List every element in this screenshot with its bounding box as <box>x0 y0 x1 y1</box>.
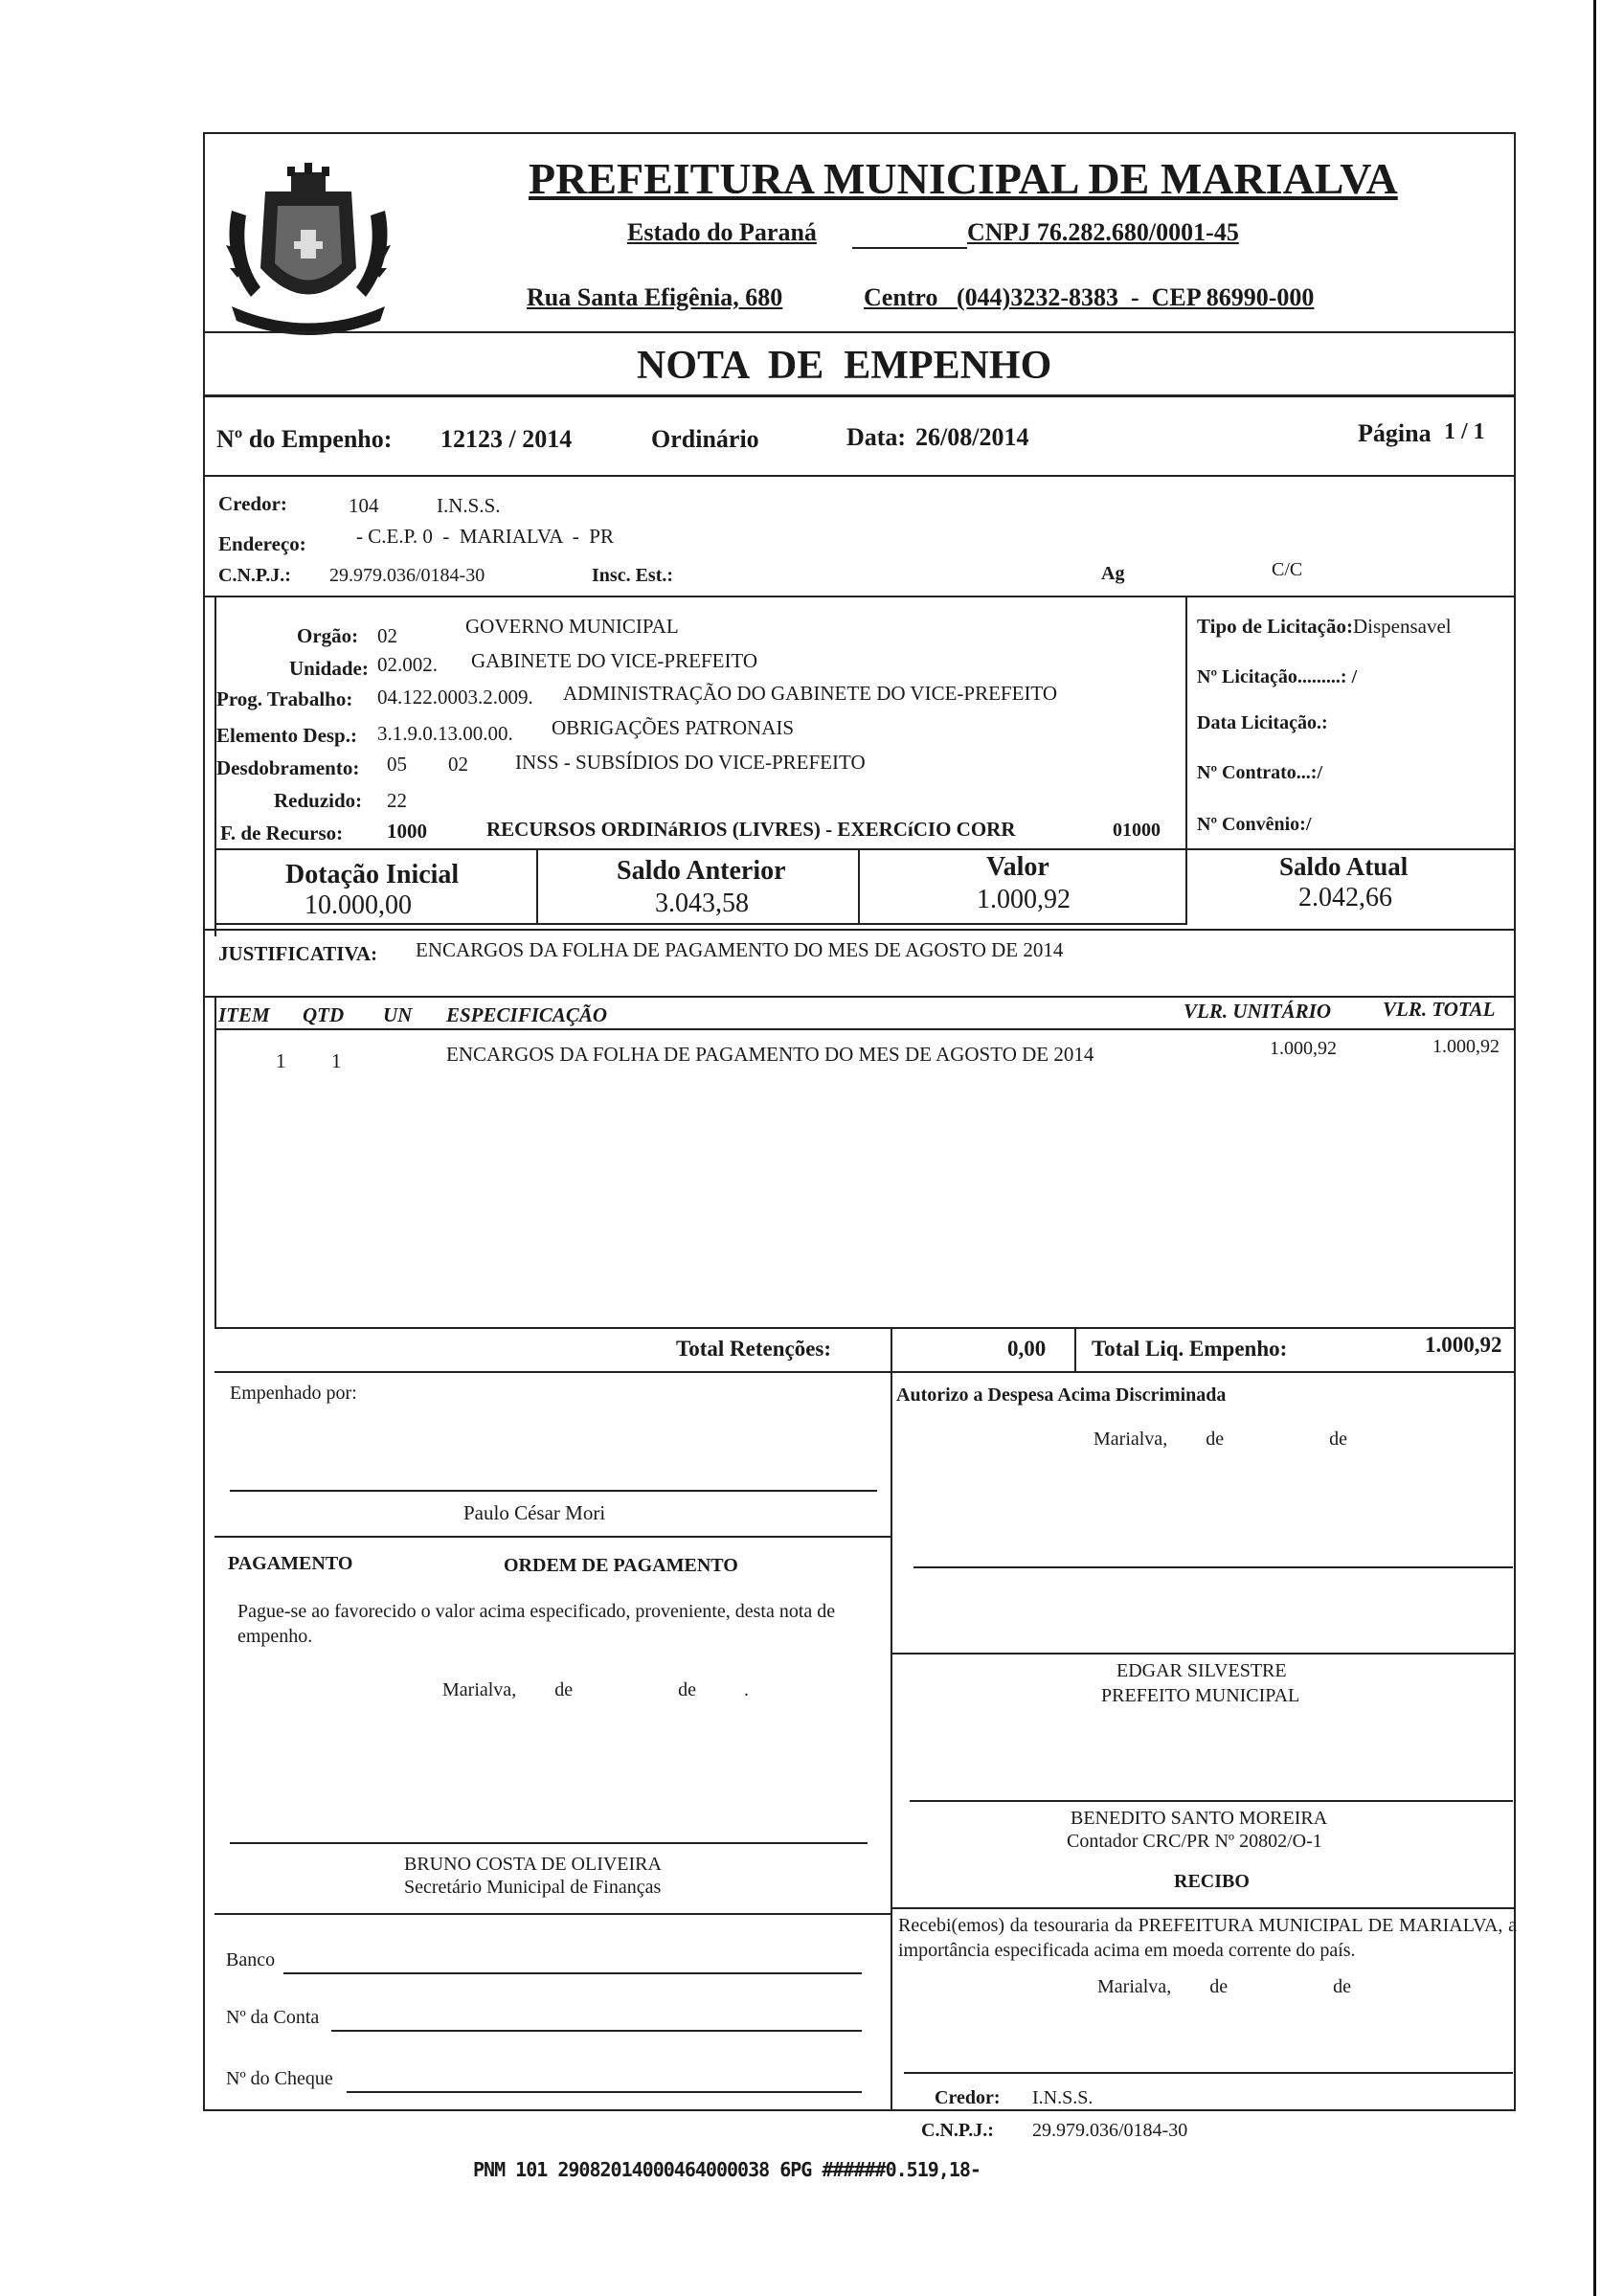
prog-trabalho-name: ADMINISTRAÇÃO DO GABINETE DO VICE-PREFEITO <box>563 682 1058 705</box>
num-contrato: Nº Contrato...:/ <box>1197 762 1323 783</box>
divider-7 <box>203 996 1516 998</box>
cheque-field-line <box>347 2091 862 2093</box>
contador-role: Contador CRC/PR Nº 20802/O-1 <box>1067 1831 1322 1852</box>
dotacao-inicial-value: 10.000,00 <box>304 890 412 920</box>
right-divider-prefeito <box>891 1653 1516 1654</box>
saldo-atual-label: Saldo Atual <box>1279 852 1409 881</box>
reduzido-label: Reduzido: <box>274 789 363 812</box>
saldo-anterior-label: Saldo Anterior <box>617 856 786 886</box>
ordem-pagamento-label: ORDEM DE PAGAMENTO <box>504 1555 738 1576</box>
recibo-text: Recebi(emos) da tesouraria da PREFEITURA MUNICIPAL DE MARIALVA, a importância especificada acima em moeda corrente do país. <box>898 1915 1517 1961</box>
cnpj-value: 29.979.036/0184-30 <box>329 565 485 586</box>
tipo-licitacao-value: Dispensavel <box>1352 615 1452 638</box>
divider-3 <box>203 475 1516 477</box>
ag-label: Ag <box>1101 563 1125 584</box>
justificativa-label: JUSTIFICATIVA: <box>218 942 378 965</box>
tipo-licitacao <box>1197 615 1452 639</box>
page-label: Página <box>1358 419 1432 447</box>
secretario-role: Secretário Municipal de Finanças <box>404 1877 662 1898</box>
total-retencoes-label: Total Retenções: <box>676 1337 832 1361</box>
credor-signature-line <box>904 2072 1513 2074</box>
autorizo-label: Autorizo a Despesa Acima Discriminada <box>896 1384 1227 1406</box>
right-divider-recibo <box>891 1907 1516 1909</box>
left-divider-pagamento <box>214 1536 891 1538</box>
fonte-recurso-code: 1000 <box>387 820 427 843</box>
state-cnpj-underline <box>852 247 967 249</box>
fonte-recurso-num: 01000 <box>1113 820 1161 841</box>
autorizo-signature-line <box>913 1566 1513 1568</box>
divider-5 <box>214 848 1516 850</box>
item-row-unit: 1.000,92 <box>1270 1038 1337 1059</box>
items-header-item: ITEM <box>218 1003 270 1026</box>
items-header-unit: VLR. UNITÁRIO <box>1184 1000 1332 1023</box>
credor-code: 104 <box>349 494 379 517</box>
items-header-total: VLR. TOTAL <box>1383 998 1496 1021</box>
saldo-sep-3 <box>1185 848 1187 925</box>
endereco-value: - C.E.P. 0 - MARIALVA - PR <box>356 525 614 548</box>
recibo-date: Marialva, de de <box>1097 1976 1351 1997</box>
empenhado-name: Paulo César Mori <box>463 1501 606 1524</box>
cc-label: C/C <box>1272 559 1303 580</box>
date-label: Data: <box>846 423 907 451</box>
contador-signature-line <box>910 1800 1513 1802</box>
document-title: NOTA DE EMPENHO <box>637 344 1052 388</box>
signature-column-divider <box>891 1371 892 2111</box>
divider-6 <box>203 929 1516 931</box>
item-row-qtd: 1 <box>331 1049 342 1072</box>
saldo-sep-2 <box>858 848 860 925</box>
prefeito-role: PREFEITO MUNICIPAL <box>1101 1685 1300 1706</box>
unidade-code: 02.002. <box>377 653 438 676</box>
banco-label: Banco <box>226 1949 276 1970</box>
recibo-cnpj-value: 29.979.036/0184-30 <box>1032 2120 1188 2141</box>
totals-sep-2 <box>1074 1327 1076 1373</box>
saldo-atual-value: 2.042,66 <box>1298 883 1392 912</box>
fonte-recurso-label: F. de Recurso: <box>220 822 344 844</box>
divider-4 <box>203 596 1516 597</box>
total-liq-value: 1.000,92 <box>1425 1333 1502 1357</box>
footer-authentication-code: PNM 101 29082014000464000038 6PG ######0.519,18- <box>473 2158 981 2181</box>
items-header-qtd: QTD <box>303 1003 345 1026</box>
street-address: Rua Santa Efigênia, 680 <box>527 283 783 311</box>
divider-1 <box>203 331 1516 333</box>
tipo-licitacao-label: Tipo de Licitação: <box>1197 615 1353 638</box>
saldo-anterior-value: 3.043,58 <box>655 889 749 918</box>
reduzido-value: 22 <box>387 789 407 812</box>
elemento-name: OBRIGAÇÕES PATRONAIS <box>552 716 795 739</box>
prog-trabalho-label: Prog. Trabalho: <box>216 687 353 710</box>
left-divider-banco <box>214 1913 891 1915</box>
banco-field-line <box>283 1972 862 1974</box>
divider-2 <box>203 394 1516 397</box>
item-row-total: 1.000,92 <box>1432 1036 1500 1057</box>
contador-name: BENEDITO SANTO MOREIRA <box>1071 1808 1328 1829</box>
prefeito-name: EDGAR SILVESTRE <box>1116 1660 1287 1681</box>
recibo-credor-value: I.N.S.S. <box>1032 2087 1094 2108</box>
cheque-label: Nº do Cheque <box>226 2068 333 2089</box>
ordem-date: Marialva, de de . <box>442 1679 749 1700</box>
num-convenio: Nº Convênio:/ <box>1197 814 1312 835</box>
secretario-signature-line <box>230 1842 868 1844</box>
conta-label: Nº da Conta <box>226 2007 320 2028</box>
conta-field-line <box>331 2030 862 2032</box>
pagamento-label: PAGAMENTO <box>228 1553 353 1574</box>
insc-est-label: Insc. Est.: <box>592 565 674 586</box>
data-licitacao: Data Licitação.: <box>1197 712 1328 733</box>
elemento-code: 3.1.9.0.13.00.00. <box>377 722 513 745</box>
saldo-bottom <box>214 923 1185 925</box>
municipality-title: PREFEITURA MUNICIPAL DE MARIALVA <box>529 154 1398 203</box>
desdobramento-code-1: 05 <box>387 753 407 776</box>
date-value: 26/08/2014 <box>915 423 1029 451</box>
justificativa-value: ENCARGOS DA FOLHA DE PAGAMENTO DO MES DE AGOSTO DE 2014 <box>416 938 1064 961</box>
orgao-code: 02 <box>377 624 397 647</box>
right-edge-mark <box>1593 0 1596 2296</box>
valor-label: Valor <box>986 852 1049 882</box>
cnpj-label: C.N.P.J.: <box>218 565 291 586</box>
prog-trabalho-code: 04.122.0003.2.009. <box>377 686 533 709</box>
items-header-un: UN <box>383 1003 413 1026</box>
empenho-number: 12123 / 2014 <box>440 425 573 453</box>
credor-name: I.N.S.S. <box>437 494 501 517</box>
total-retencoes-value: 0,00 <box>1007 1337 1047 1361</box>
licitacao-divider <box>1185 596 1187 848</box>
total-liq-label: Total Liq. Empenho: <box>1092 1337 1288 1361</box>
autorizo-date: Marialva, de de <box>1094 1429 1347 1450</box>
unidade-label: Unidade: <box>289 657 369 680</box>
page-value: 1 / 1 <box>1444 419 1485 444</box>
item-row-espec: ENCARGOS DA FOLHA DE PAGAMENTO DO MES DE AGOSTO DE 2014 <box>446 1043 1094 1066</box>
empenho-type: Ordinário <box>651 425 759 453</box>
totals-sep-1 <box>891 1327 892 1373</box>
credor-label: Credor: <box>218 492 287 515</box>
empenhado-por-label: Empenhado por: <box>230 1383 357 1404</box>
elemento-label: Elemento Desp.: <box>216 724 357 747</box>
empenhado-signature-line <box>230 1490 877 1492</box>
coat-of-arms-logo <box>213 153 404 345</box>
fonte-recurso-name: RECURSOS ORDINáRIOS (LIVRES) - EXERCíCIO CORR <box>486 818 1016 841</box>
orgao-label: Orgão: <box>297 624 359 647</box>
item-row-item: 1 <box>276 1049 286 1072</box>
saldo-sep-1 <box>536 848 538 925</box>
endereco-label: Endereço: <box>218 532 306 555</box>
desdobramento-code-2: 02 <box>448 753 468 776</box>
unidade-name: GABINETE DO VICE-PREFEITO <box>471 649 758 672</box>
district-phone-cep: Centro (044)3232-8383 - CEP 86990-000 <box>864 283 1315 311</box>
num-licitacao: Nº Licitação.........: / <box>1197 666 1358 687</box>
items-left-border <box>214 996 216 1327</box>
ordem-text: Pague-se ao favorecido o valor acima especificado, proveniente, desta nota de empenho. <box>237 1601 836 1647</box>
desdobramento-label: Desdobramento: <box>216 756 360 779</box>
items-header-underline <box>214 1028 1516 1030</box>
totals-bottom <box>214 1371 1516 1373</box>
recibo-cnpj-label: C.N.P.J.: <box>921 2120 994 2141</box>
totals-top <box>214 1327 1516 1329</box>
cnpj-header: CNPJ 76.282.680/0001-45 <box>967 218 1239 246</box>
secretario-name: BRUNO COSTA DE OLIVEIRA <box>404 1854 662 1875</box>
empenho-number-label: Nº do Empenho: <box>216 425 393 453</box>
recibo-title: RECIBO <box>1174 1871 1250 1892</box>
state-label: Estado do Paraná <box>627 218 817 246</box>
orgao-name: GOVERNO MUNICIPAL <box>465 615 679 638</box>
dotacao-inicial-label: Dotação Inicial <box>285 860 460 889</box>
items-header-espec: ESPECIFICAÇÃO <box>446 1003 608 1026</box>
valor-value: 1.000,92 <box>977 885 1071 914</box>
recibo-credor-label: Credor: <box>935 2087 1001 2108</box>
desdobramento-name: INSS - SUBSÍDIOS DO VICE-PREFEITO <box>515 751 866 774</box>
